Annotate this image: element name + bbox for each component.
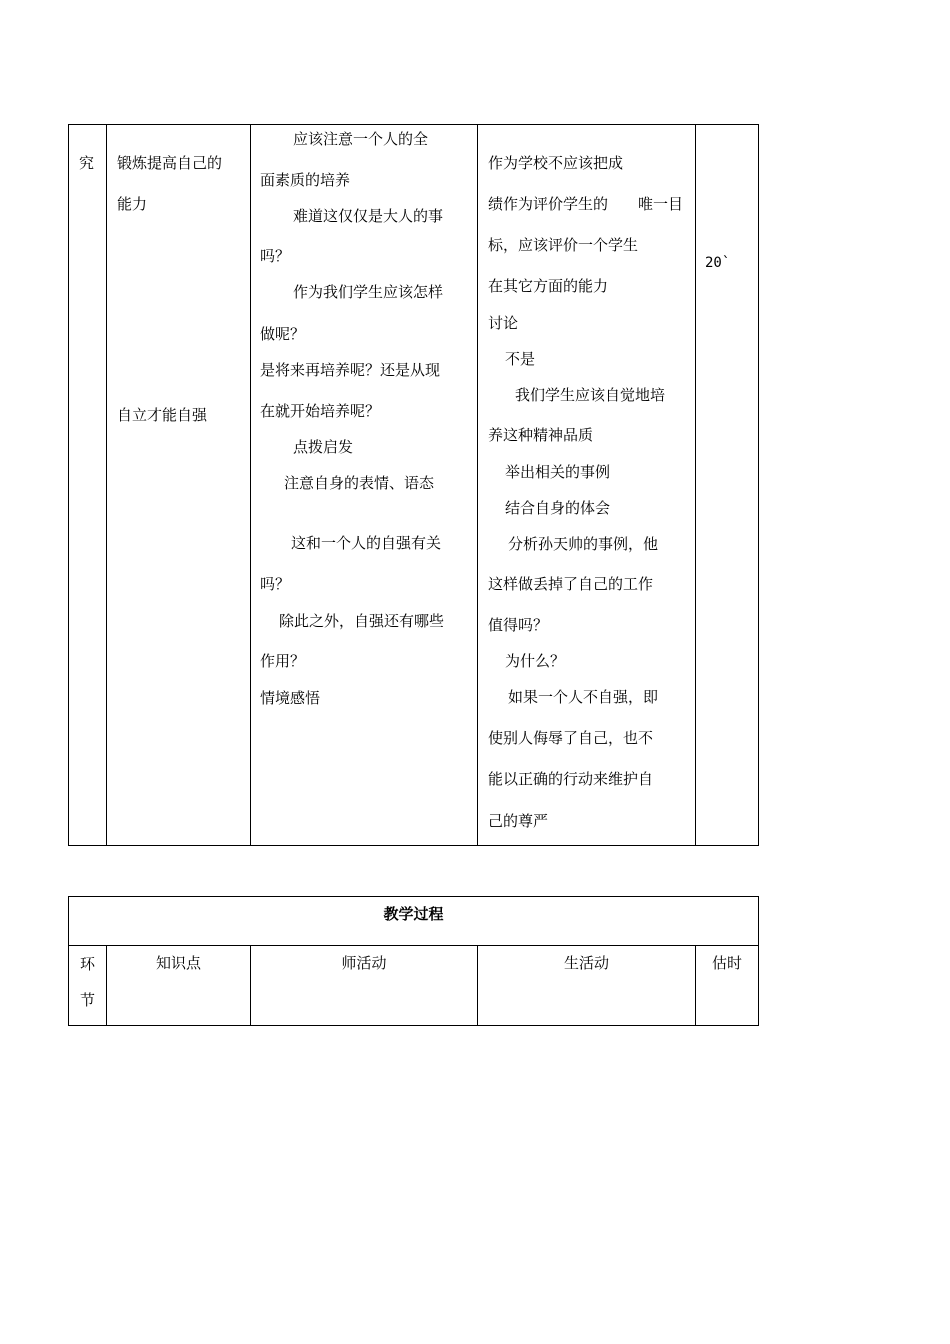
teacher-line: 除此之外，自强还有哪些 <box>279 612 445 630</box>
teacher-line: 是将来再培养呢？还是从现 <box>260 361 441 379</box>
teacher-line: 点拨启发 <box>293 438 354 456</box>
student-line: 使别人侮辱了自己，也不 <box>488 729 654 747</box>
stage-cell <box>69 125 107 846</box>
time-header-cell <box>696 946 759 1026</box>
time-value: 20` <box>705 255 731 271</box>
student-line: 标，应该评价一个学生 <box>488 236 639 254</box>
knowledge-header-cell <box>107 946 251 1026</box>
student-line: 这样做丢掉了自己的工作 <box>488 575 654 593</box>
knowledge-line: 自立才能自强 <box>117 406 208 424</box>
teacher-line: 吗？ <box>260 575 291 593</box>
student-line: 为什么？ <box>505 652 566 670</box>
time-cell <box>696 125 759 846</box>
student-activity-header: 生活动 <box>563 954 609 972</box>
student-line: 讨论 <box>488 314 519 332</box>
teacher-activity-cell <box>251 125 478 846</box>
student-line: 结合自身的体会 <box>505 499 611 517</box>
student-activity-cell <box>478 125 696 846</box>
knowledge-line: 能力 <box>117 195 148 213</box>
teacher-activity-header: 师活动 <box>341 954 387 972</box>
stage-label: 究 <box>79 154 95 172</box>
teacher-line: 做呢？ <box>260 325 306 343</box>
student-line: 值得吗？ <box>488 616 549 634</box>
student-header-cell <box>478 946 696 1026</box>
knowledge-cell <box>107 125 251 846</box>
teacher-line: 这和一个人的自强有关 <box>291 534 442 552</box>
student-line: 不是 <box>505 350 536 368</box>
stage-header-line1: 环 <box>79 955 95 973</box>
table-title-cell <box>69 897 759 946</box>
student-line: 在其它方面的能力 <box>488 277 609 295</box>
student-line: 作为学校不应该把成 <box>488 154 624 172</box>
time-header: 估时 <box>711 954 742 972</box>
student-line: 我们学生应该自觉地培 <box>515 386 666 404</box>
teacher-line: 情境感悟 <box>260 689 321 707</box>
student-line: 己的尊严 <box>488 812 549 830</box>
knowledge-header: 知识点 <box>155 954 201 972</box>
knowledge-line: 锻炼提高自己的 <box>117 154 223 172</box>
student-line: 养这种精神品质 <box>488 426 594 444</box>
lesson-table-continued <box>68 124 759 846</box>
teacher-line: 注意自身的表情、语态 <box>284 474 435 492</box>
teacher-line: 面素质的培养 <box>260 171 351 189</box>
table-title: 教学过程 <box>383 905 444 923</box>
teacher-line: 作用？ <box>260 652 306 670</box>
teacher-line: 应该注意一个人的全 <box>293 130 429 148</box>
teacher-line: 吗？ <box>260 247 291 265</box>
teacher-line: 难道这仅仅是大人的事 <box>293 207 444 225</box>
stage-header-line2: 节 <box>79 991 95 1009</box>
student-line: 能以正确的行动来维护自 <box>488 770 654 788</box>
teacher-header-cell <box>251 946 478 1026</box>
teaching-process-table <box>68 896 759 1026</box>
teacher-line: 作为我们学生应该怎样 <box>293 283 444 301</box>
student-line: 分析孙天帅的事例，他 <box>508 535 659 553</box>
student-line: 如果一个人不自强，即 <box>508 688 659 706</box>
stage-header-cell <box>69 946 107 1026</box>
student-line: 绩作为评价学生的 唯一目 <box>488 195 684 213</box>
student-line: 举出相关的事例 <box>505 463 611 481</box>
teacher-line: 在就开始培养呢？ <box>260 402 381 420</box>
